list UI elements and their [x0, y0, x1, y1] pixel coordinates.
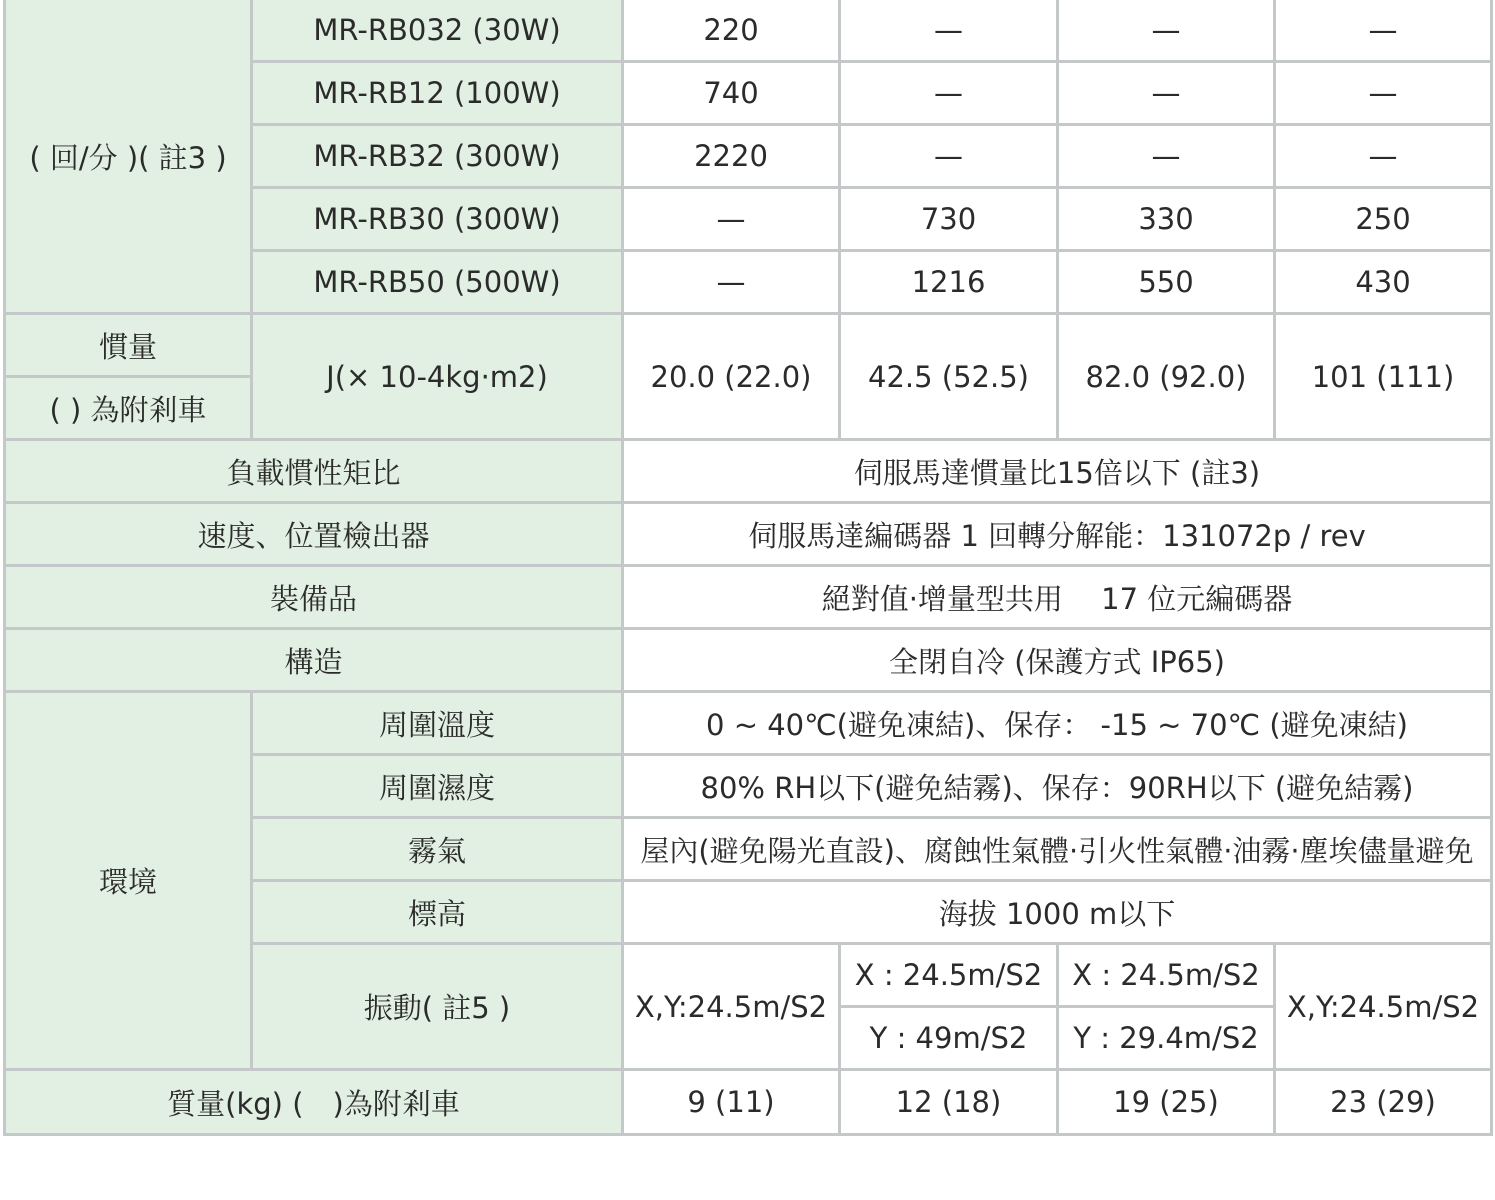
row-value: 全閉自冷 (保護方式 IP65) — [623, 629, 1492, 692]
row-label: 霧氣 — [252, 818, 623, 881]
row-label: 速度、位置檢出器 — [5, 503, 623, 566]
value-cell: 42.5 (52.5) — [840, 314, 1058, 440]
value-cell: — — [1058, 0, 1275, 62]
value-cell: X : 24.5m/S2 — [1058, 944, 1275, 1007]
table-row — [5, 629, 1492, 692]
row-value: 80% RH以下(避免結霧)、保存：90RH以下 (避免結霧) — [623, 755, 1492, 818]
row-label: 構造 — [5, 629, 623, 692]
row-label: 周圍溫度 — [252, 692, 623, 755]
value-cell: X,Y:24.5m/S2 — [1275, 944, 1492, 1070]
row-value: 海拔 1000 m以下 — [623, 881, 1492, 944]
value-cell: 250 — [1275, 188, 1492, 251]
model-cell: MR-RB12 (100W) — [252, 62, 623, 125]
value-cell: — — [840, 62, 1058, 125]
value-cell: 740 — [623, 62, 840, 125]
value-cell: 220 — [623, 0, 840, 62]
row-label: 周圍濕度 — [252, 755, 623, 818]
row-label: 標高 — [252, 881, 623, 944]
value-cell: Y : 49m/S2 — [840, 1007, 1058, 1070]
model-cell: MR-RB30 (300W) — [252, 188, 623, 251]
value-cell: 23 (29) — [1275, 1070, 1492, 1135]
value-cell: 2220 — [623, 125, 840, 188]
model-cell: MR-RB50 (500W) — [252, 251, 623, 314]
row-value: 伺服馬達編碼器 1 回轉分解能：131072p / rev — [623, 503, 1492, 566]
value-cell: — — [623, 188, 840, 251]
value-cell: 330 — [1058, 188, 1275, 251]
value-cell: 19 (25) — [1058, 1070, 1275, 1135]
row-label: 負載慣性矩比 — [5, 440, 623, 503]
row-value: 絕對值·增量型共用 17 位元編碼器 — [623, 566, 1492, 629]
inertia-label: 慣量 — [5, 314, 252, 377]
row-label: 振動( 註5 ) — [252, 944, 623, 1070]
table-row — [5, 314, 1492, 377]
value-cell: 430 — [1275, 251, 1492, 314]
row-label: 裝備品 — [5, 566, 623, 629]
spec-table — [3, 0, 1493, 1136]
value-cell: — — [1058, 62, 1275, 125]
value-cell: X : 24.5m/S2 — [840, 944, 1058, 1007]
row-value: 屋內(避免陽光直設)、腐蝕性氣體·引火性氣體·油霧·塵埃儘量避免 — [623, 818, 1492, 881]
value-cell: 12 (18) — [840, 1070, 1058, 1135]
value-cell: — — [1275, 62, 1492, 125]
table-row — [5, 692, 1492, 755]
row-label: 質量(kg) ( )為附剎車 — [5, 1070, 623, 1135]
value-cell: — — [623, 251, 840, 314]
row-value: 伺服馬達慣量比15倍以下 (註3) — [623, 440, 1492, 503]
value-cell: — — [1058, 125, 1275, 188]
model-cell: MR-RB32 (300W) — [252, 125, 623, 188]
value-cell: 20.0 (22.0) — [623, 314, 840, 440]
model-cell: MR-RB032 (30W) — [252, 0, 623, 62]
value-cell: 82.0 (92.0) — [1058, 314, 1275, 440]
value-cell: 730 — [840, 188, 1058, 251]
value-cell: — — [840, 125, 1058, 188]
inertia-brake-note: ( ) 為附剎車 — [5, 377, 252, 440]
value-cell: — — [840, 0, 1058, 62]
value-cell: 9 (11) — [623, 1070, 840, 1135]
table-row — [5, 566, 1492, 629]
value-cell: 550 — [1058, 251, 1275, 314]
value-cell: — — [1275, 125, 1492, 188]
table-row — [5, 503, 1492, 566]
value-cell: 101 (111) — [1275, 314, 1492, 440]
value-cell: — — [1275, 0, 1492, 62]
speed-group-label: ( 回/分 )( 註3 ) — [5, 0, 252, 314]
table-row — [5, 440, 1492, 503]
inertia-unit: J(× 10-4kg·m2) — [252, 314, 623, 440]
value-cell: X,Y:24.5m/S2 — [623, 944, 840, 1070]
row-value: 0 ~ 40℃(避免凍結)、保存： -15 ~ 70℃ (避免凍結) — [623, 692, 1492, 755]
table-row — [5, 1070, 1492, 1135]
value-cell: Y : 29.4m/S2 — [1058, 1007, 1275, 1070]
value-cell: 1216 — [840, 251, 1058, 314]
environment-group-label: 環境 — [5, 692, 252, 1070]
table-row — [5, 0, 1492, 62]
